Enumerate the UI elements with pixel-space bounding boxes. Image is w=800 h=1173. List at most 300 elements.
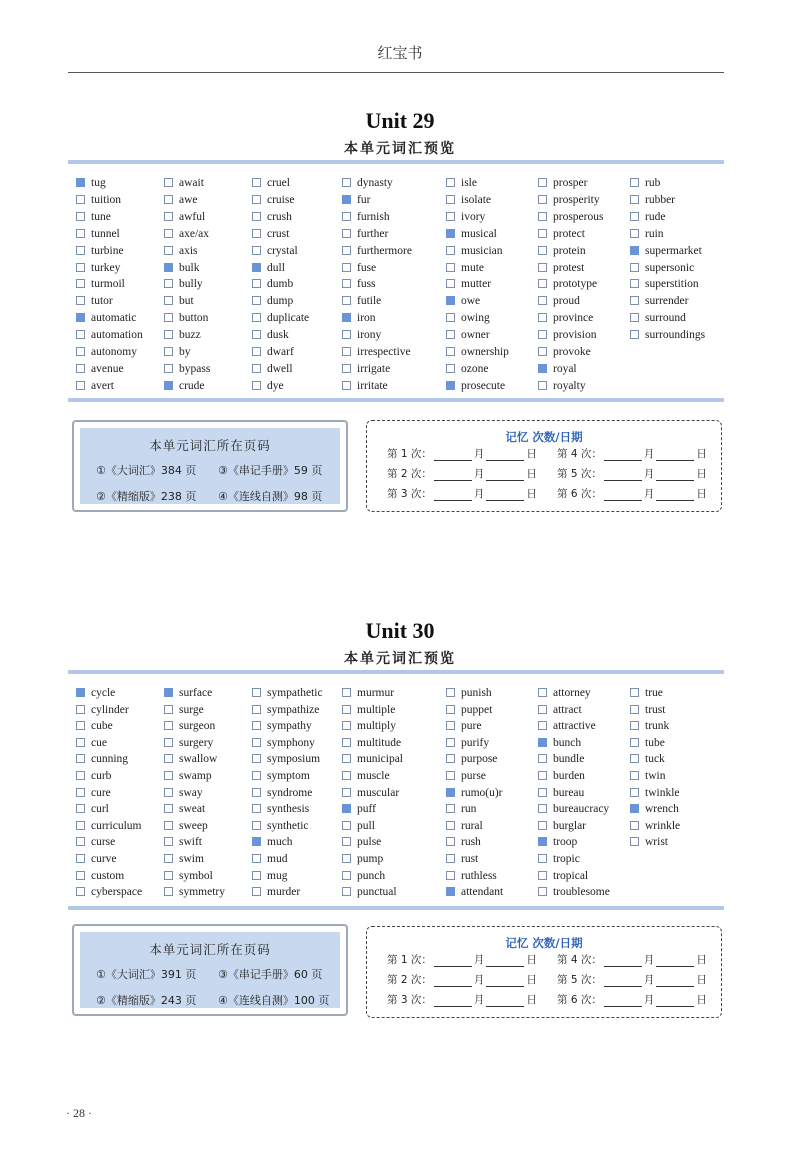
month-blank[interactable]	[434, 975, 472, 987]
word-item	[164, 345, 191, 359]
checked-box[interactable]	[342, 804, 351, 813]
word-label: cycle	[91, 687, 116, 699]
word-item	[342, 277, 376, 291]
word-label: supermarket	[645, 244, 702, 257]
checkbox[interactable]	[164, 887, 173, 896]
checkbox[interactable]	[164, 721, 173, 730]
checked-box[interactable]	[252, 837, 261, 846]
checkbox[interactable]	[164, 821, 173, 830]
checkbox[interactable]	[76, 296, 85, 305]
word-item	[76, 311, 136, 325]
checked-box[interactable]	[164, 381, 173, 390]
checkbox[interactable]	[76, 887, 85, 896]
day-blank[interactable]	[486, 955, 524, 967]
checkbox[interactable]	[446, 837, 455, 846]
checkbox[interactable]	[538, 688, 547, 697]
page-ref: ②《精缩版》238 页	[96, 490, 197, 503]
checkbox[interactable]	[630, 263, 639, 272]
checked-box[interactable]	[76, 313, 85, 322]
word-item	[252, 328, 289, 342]
checkbox[interactable]	[446, 721, 455, 730]
checkbox[interactable]	[164, 178, 173, 187]
checkbox[interactable]	[342, 738, 351, 747]
checkbox[interactable]	[252, 195, 261, 204]
checkbox[interactable]	[446, 364, 455, 373]
checkbox[interactable]	[252, 381, 261, 390]
word-item	[630, 719, 669, 733]
checkbox[interactable]	[76, 364, 85, 373]
attempt-label: 第 4 次：	[557, 448, 602, 460]
memory-log-row	[557, 993, 707, 1007]
word-item	[164, 802, 205, 816]
checkbox[interactable]	[630, 296, 639, 305]
checkbox[interactable]	[164, 313, 173, 322]
word-label: proud	[553, 295, 580, 308]
checkbox[interactable]	[76, 721, 85, 730]
word-label: dusk	[267, 329, 289, 342]
checkbox[interactable]	[446, 178, 455, 187]
word-item	[164, 311, 208, 325]
checkbox[interactable]	[252, 738, 261, 747]
checkbox[interactable]	[252, 854, 261, 863]
checkbox[interactable]	[164, 296, 173, 305]
word-label: curl	[91, 803, 109, 816]
checkbox[interactable]	[342, 705, 351, 714]
month-label: 月	[473, 488, 485, 500]
word-item	[164, 819, 208, 833]
checkbox[interactable]	[538, 754, 547, 763]
unit-29-section	[0, 108, 800, 158]
checkbox[interactable]	[76, 854, 85, 863]
word-item	[76, 345, 137, 359]
checkbox[interactable]	[630, 721, 639, 730]
checkbox[interactable]	[446, 771, 455, 780]
word-item	[164, 227, 209, 241]
attempt-label: 第 5 次：	[557, 468, 602, 480]
checkbox[interactable]	[342, 821, 351, 830]
checkbox[interactable]	[252, 754, 261, 763]
checkbox[interactable]	[538, 771, 547, 780]
checkbox[interactable]	[342, 854, 351, 863]
word-item	[76, 736, 107, 750]
checkbox[interactable]	[76, 788, 85, 797]
checkbox[interactable]	[630, 195, 639, 204]
word-label: crush	[267, 210, 292, 223]
word-item	[76, 210, 111, 224]
month-blank[interactable]	[434, 955, 472, 967]
checked-box[interactable]	[630, 804, 639, 813]
checked-box[interactable]	[342, 313, 351, 322]
day-blank[interactable]	[486, 975, 524, 987]
checkbox[interactable]	[630, 771, 639, 780]
month-blank[interactable]	[434, 489, 472, 501]
checkbox[interactable]	[630, 330, 639, 339]
checkbox[interactable]	[252, 705, 261, 714]
checkbox[interactable]	[252, 313, 261, 322]
word-item	[630, 736, 665, 750]
checkbox[interactable]	[342, 754, 351, 763]
page-reference-box	[72, 924, 348, 1016]
month-blank[interactable]	[604, 489, 642, 501]
checkbox[interactable]	[252, 788, 261, 797]
checkbox[interactable]	[252, 688, 261, 697]
checkbox[interactable]	[630, 754, 639, 763]
word-item	[252, 736, 315, 750]
checkbox[interactable]	[342, 364, 351, 373]
checkbox[interactable]	[164, 212, 173, 221]
month-label: 月	[643, 448, 655, 460]
word-item	[446, 769, 486, 783]
word-item	[252, 786, 312, 800]
checkbox[interactable]	[76, 754, 85, 763]
checkbox[interactable]	[342, 212, 351, 221]
checkbox[interactable]	[342, 721, 351, 730]
checkbox[interactable]	[446, 246, 455, 255]
checkbox[interactable]	[630, 279, 639, 288]
checkbox[interactable]	[630, 229, 639, 238]
checked-box[interactable]	[446, 381, 455, 390]
checked-box[interactable]	[342, 195, 351, 204]
word-label: duplicate	[267, 312, 310, 325]
checkbox[interactable]	[252, 871, 261, 880]
checkbox[interactable]	[252, 721, 261, 730]
checkbox[interactable]	[538, 854, 547, 863]
word-item	[538, 736, 581, 750]
checkbox[interactable]	[252, 229, 261, 238]
word-label: rubber	[645, 193, 676, 206]
word-item	[76, 703, 129, 717]
word-label: sympathetic	[267, 687, 323, 699]
word-item	[76, 244, 124, 258]
word-label: symphony	[267, 736, 315, 749]
word-item	[446, 294, 480, 308]
word-item	[76, 719, 113, 733]
word-item	[252, 261, 285, 275]
memory-log-box	[366, 926, 722, 1018]
word-item	[446, 227, 497, 241]
checkbox[interactable]	[538, 788, 547, 797]
checkbox[interactable]	[76, 195, 85, 204]
checkbox[interactable]	[446, 313, 455, 322]
word-item	[538, 719, 596, 733]
word-item	[446, 277, 491, 291]
checked-box[interactable]	[446, 788, 455, 797]
checkbox[interactable]	[342, 871, 351, 880]
word-label: pull	[357, 819, 375, 832]
month-blank[interactable]	[604, 975, 642, 987]
word-item	[342, 362, 390, 376]
month-blank[interactable]	[604, 995, 642, 1007]
word-label: avert	[91, 379, 114, 392]
checkbox[interactable]	[76, 804, 85, 813]
day-label: 日	[696, 448, 707, 460]
word-item	[630, 311, 686, 325]
checkbox[interactable]	[446, 330, 455, 339]
checkbox[interactable]	[76, 279, 85, 288]
word-item	[342, 802, 376, 816]
checkbox[interactable]	[538, 195, 547, 204]
checkbox[interactable]	[164, 330, 173, 339]
checkbox[interactable]	[630, 738, 639, 747]
checkbox[interactable]	[538, 178, 547, 187]
word-label: bureaucracy	[553, 803, 610, 816]
checkbox[interactable]	[446, 195, 455, 204]
checkbox[interactable]	[630, 788, 639, 797]
checkbox[interactable]	[164, 246, 173, 255]
checkbox[interactable]	[538, 821, 547, 830]
checkbox[interactable]	[252, 804, 261, 813]
month-blank[interactable]	[604, 469, 642, 481]
checkbox[interactable]	[342, 296, 351, 305]
word-label: rude	[645, 210, 666, 223]
checkbox[interactable]	[164, 229, 173, 238]
checkbox[interactable]	[538, 296, 547, 305]
checkbox[interactable]	[76, 771, 85, 780]
checkbox[interactable]	[538, 347, 547, 356]
checkbox[interactable]	[446, 854, 455, 863]
checked-box[interactable]	[538, 738, 547, 747]
word-item	[342, 703, 395, 717]
word-label: turbine	[91, 244, 124, 257]
checkbox[interactable]	[164, 705, 173, 714]
word-label: ruthless	[461, 869, 497, 882]
month-label: 月	[643, 994, 655, 1006]
word-item	[446, 885, 503, 899]
checkbox[interactable]	[252, 246, 261, 255]
checked-box[interactable]	[538, 837, 547, 846]
checkbox[interactable]	[76, 821, 85, 830]
checkbox[interactable]	[342, 263, 351, 272]
checkbox[interactable]	[76, 871, 85, 880]
checkbox[interactable]	[252, 364, 261, 373]
month-label: 月	[473, 468, 485, 480]
checkbox[interactable]	[342, 788, 351, 797]
word-item	[76, 752, 128, 766]
checkbox[interactable]	[342, 381, 351, 390]
word-item	[76, 869, 124, 883]
word-label: by	[179, 346, 191, 358]
word-item	[164, 328, 201, 342]
checkbox[interactable]	[164, 279, 173, 288]
checkbox[interactable]	[342, 229, 351, 238]
checkbox[interactable]	[630, 837, 639, 846]
word-item	[76, 885, 142, 899]
word-label: rust	[461, 853, 479, 865]
word-label: owe	[461, 295, 481, 308]
checkbox[interactable]	[630, 705, 639, 714]
checkbox[interactable]	[76, 263, 85, 272]
checkbox[interactable]	[76, 705, 85, 714]
checkbox[interactable]	[538, 313, 547, 322]
checkbox[interactable]	[446, 754, 455, 763]
checkbox[interactable]	[342, 837, 351, 846]
checkbox[interactable]	[342, 771, 351, 780]
checkbox[interactable]	[538, 871, 547, 880]
checkbox[interactable]	[76, 229, 85, 238]
checkbox[interactable]	[76, 330, 85, 339]
word-label: musician	[461, 244, 503, 257]
day-blank[interactable]	[486, 449, 524, 461]
month-blank[interactable]	[604, 955, 642, 967]
month-label: 月	[643, 468, 655, 480]
checkbox[interactable]	[164, 771, 173, 780]
checkbox[interactable]	[164, 837, 173, 846]
day-blank[interactable]	[486, 995, 524, 1007]
checkbox[interactable]	[252, 887, 261, 896]
memory-log-row	[557, 953, 707, 967]
checkbox[interactable]	[164, 364, 173, 373]
page-reference-title: 本单元词汇所在页码	[149, 942, 271, 957]
day-blank[interactable]	[656, 955, 694, 967]
checkbox[interactable]	[164, 871, 173, 880]
checkbox[interactable]	[446, 347, 455, 356]
checkbox[interactable]	[446, 263, 455, 272]
word-label: turkey	[91, 261, 121, 274]
month-blank[interactable]	[434, 469, 472, 481]
checkbox[interactable]	[446, 871, 455, 880]
day-blank[interactable]	[656, 975, 694, 987]
word-item	[538, 294, 580, 308]
checkbox[interactable]	[630, 688, 639, 697]
checkbox[interactable]	[630, 821, 639, 830]
unit-30-section	[0, 618, 800, 668]
checkbox[interactable]	[538, 804, 547, 813]
word-label: muscle	[357, 770, 390, 782]
month-blank[interactable]	[604, 449, 642, 461]
checkbox[interactable]	[630, 212, 639, 221]
word-label: owing	[461, 312, 490, 325]
word-label: dull	[267, 261, 285, 274]
day-blank[interactable]	[486, 489, 524, 501]
word-item	[342, 769, 390, 783]
checkbox[interactable]	[538, 887, 547, 896]
word-item	[630, 193, 675, 207]
word-item	[76, 176, 106, 190]
checkbox[interactable]	[252, 821, 261, 830]
checkbox[interactable]	[164, 754, 173, 763]
checked-box[interactable]	[446, 229, 455, 238]
checkbox[interactable]	[446, 821, 455, 830]
day-blank[interactable]	[656, 469, 694, 481]
checkbox[interactable]	[252, 771, 261, 780]
checkbox[interactable]	[76, 347, 85, 356]
checkbox[interactable]	[252, 279, 261, 288]
day-blank[interactable]	[656, 995, 694, 1007]
word-label: syndrome	[267, 786, 313, 799]
checkbox[interactable]	[252, 347, 261, 356]
checkbox[interactable]	[538, 263, 547, 272]
checkbox[interactable]	[446, 688, 455, 697]
checkbox[interactable]	[538, 212, 547, 221]
word-label: fuse	[357, 261, 377, 274]
checkbox[interactable]	[76, 212, 85, 221]
checkbox[interactable]	[630, 178, 639, 187]
checkbox[interactable]	[342, 246, 351, 255]
checked-box[interactable]	[630, 246, 639, 255]
checkbox[interactable]	[538, 330, 547, 339]
checkbox[interactable]	[446, 212, 455, 221]
checkbox[interactable]	[342, 178, 351, 187]
checkbox[interactable]	[538, 229, 547, 238]
word-item	[538, 686, 591, 700]
day-blank[interactable]	[656, 449, 694, 461]
word-item	[342, 261, 376, 275]
word-item	[252, 686, 323, 700]
word-item	[342, 210, 390, 224]
checkbox[interactable]	[342, 887, 351, 896]
day-blank[interactable]	[656, 489, 694, 501]
checkbox[interactable]	[342, 347, 351, 356]
word-label: rub	[645, 177, 661, 189]
checkbox[interactable]	[164, 788, 173, 797]
checkbox[interactable]	[76, 381, 85, 390]
checked-box[interactable]	[76, 688, 85, 697]
attempt-label: 第 6 次：	[557, 488, 602, 500]
page-reference-title: 本单元词汇所在页码	[149, 438, 271, 453]
word-label: prototype	[553, 278, 598, 291]
word-item	[252, 193, 294, 207]
checked-box[interactable]	[538, 364, 547, 373]
checkbox[interactable]	[76, 246, 85, 255]
checkbox[interactable]	[164, 804, 173, 813]
checkbox[interactable]	[630, 313, 639, 322]
word-item	[76, 193, 121, 207]
checkbox[interactable]	[538, 705, 547, 714]
checkbox[interactable]	[164, 347, 173, 356]
word-item	[630, 244, 702, 258]
word-label: prosper	[553, 177, 588, 189]
checkbox[interactable]	[342, 330, 351, 339]
checkbox[interactable]	[164, 738, 173, 747]
checked-box[interactable]	[252, 263, 261, 272]
day-blank[interactable]	[486, 469, 524, 481]
checkbox[interactable]	[76, 837, 85, 846]
checkbox[interactable]	[446, 804, 455, 813]
checkbox[interactable]	[252, 178, 261, 187]
word-item	[446, 345, 509, 359]
checkbox[interactable]	[446, 738, 455, 747]
checkbox[interactable]	[538, 721, 547, 730]
word-label: cylinder	[91, 703, 129, 716]
checked-box[interactable]	[446, 887, 455, 896]
checked-box[interactable]	[76, 178, 85, 187]
checkbox[interactable]	[164, 854, 173, 863]
checked-box[interactable]	[446, 296, 455, 305]
day-label: 日	[526, 448, 537, 460]
checkbox[interactable]	[76, 738, 85, 747]
checkbox[interactable]	[164, 195, 173, 204]
checkbox[interactable]	[538, 279, 547, 288]
checkbox[interactable]	[342, 279, 351, 288]
word-label: surroundings	[645, 329, 706, 342]
month-blank[interactable]	[434, 995, 472, 1007]
checkbox[interactable]	[252, 212, 261, 221]
word-label: tube	[645, 736, 665, 749]
checkbox[interactable]	[538, 381, 547, 390]
checkbox[interactable]	[446, 279, 455, 288]
checkbox[interactable]	[252, 330, 261, 339]
checkbox[interactable]	[342, 688, 351, 697]
word-label: irrespective	[357, 346, 411, 358]
month-blank[interactable]	[434, 449, 472, 461]
checkbox[interactable]	[538, 246, 547, 255]
checked-box[interactable]	[164, 263, 173, 272]
word-label: synthesis	[267, 803, 310, 816]
checkbox[interactable]	[446, 705, 455, 714]
checkbox[interactable]	[252, 296, 261, 305]
checked-box[interactable]	[164, 688, 173, 697]
word-item	[76, 852, 117, 866]
